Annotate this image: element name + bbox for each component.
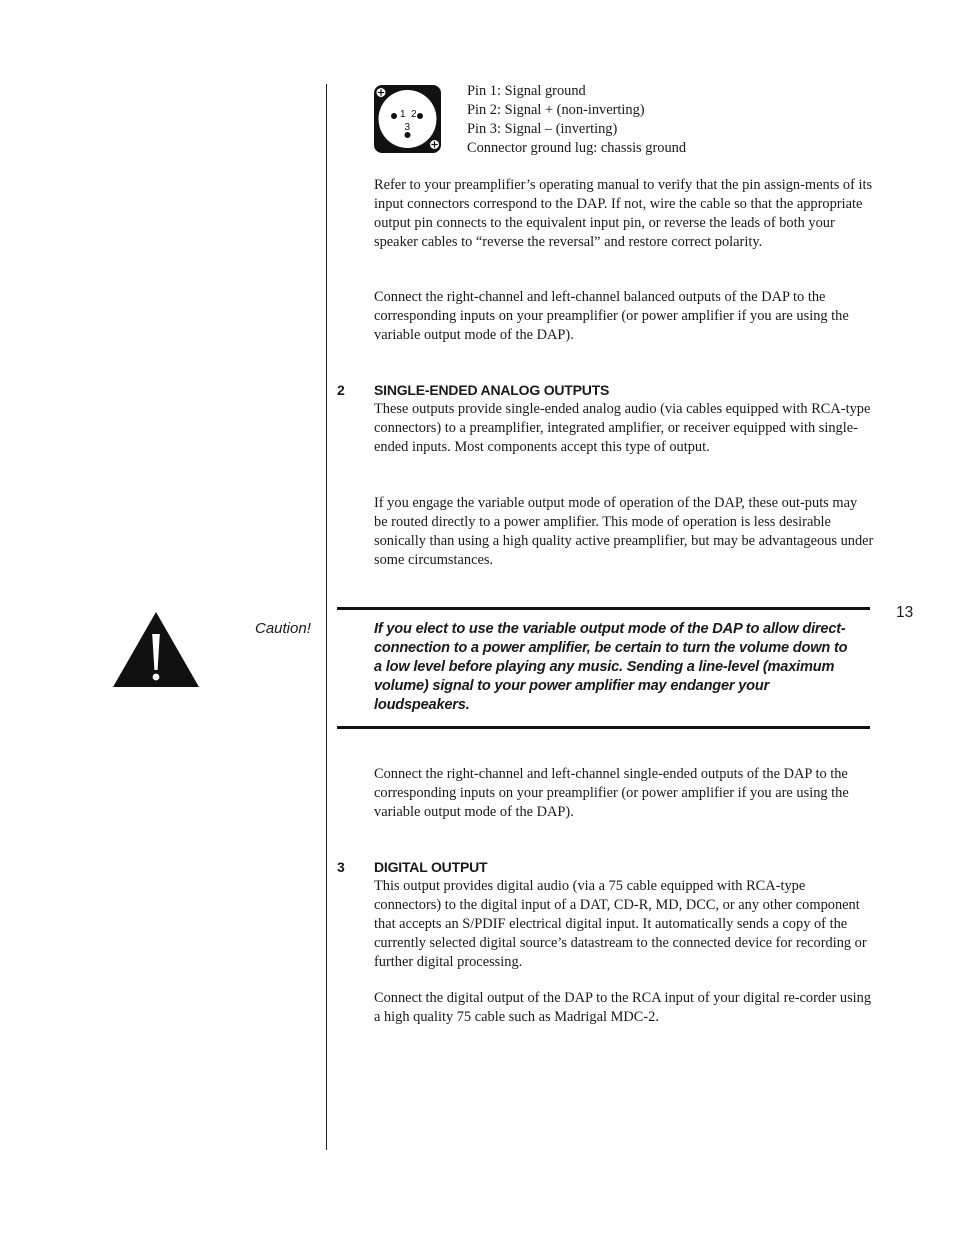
section-title: DIGITAL OUTPUT xyxy=(374,859,488,875)
pin-1-dot xyxy=(391,113,397,119)
section-3-paragraph-2: Connect the digital output of the DAP to the RCA input of your digital re-corder using a high quality 75 cable such as Madrigal MDC-2. xyxy=(374,990,872,1025)
section-2-paragraph-2: If you engage the variable output mode of operation of the DAP, these out-puts may be routed directly to a power amplifier. This mode of operation is less desirable sonically than using a high quality active preamplifier, but may be advantageous under some circumstances. xyxy=(374,495,874,568)
pin-2-label: 2 xyxy=(411,109,417,120)
balanced-paragraph-2: Connect the right-channel and left-channel balanced outputs of the DAP to the corresponding inputs on your preamplifier (or power amplifier if you are using the variable output mode of the DAP). xyxy=(374,289,849,343)
caution-text: If you elect to use the variable output mode of the DAP to allow direct-connection to a power amplifier, be certain to turn the volume down to a low level before playing any music. Sending a line-level (maximum volume) signal to your power amplifier may endanger your loudspeakers. xyxy=(374,621,848,713)
pin-list xyxy=(467,82,767,158)
xlr-connector-icon xyxy=(373,84,443,156)
warning-triangle-icon xyxy=(112,612,200,688)
section-number: 3 xyxy=(337,859,345,875)
pin-1-label: 1 xyxy=(400,109,406,120)
section-2-paragraph-1: These outputs provide single-ended analog audio (via cables equipped with RCA-type connectors) to a preamplifier, integrated amplifier, or receiver equipped with single-ended inputs. Most components accept this type of output. xyxy=(374,401,871,455)
page-number: 13 xyxy=(896,604,914,621)
pin-2-dot xyxy=(417,113,423,119)
margin-rule xyxy=(326,84,327,1150)
section-3-paragraph-1: This output provides digital audio (via a 75 cable equipped with RCA-type connectors) to the digital input of a DAT, CD-R, MD, DCC, or any other component that accepts an S/PDIF electrical digital input. It automatically sends a copy of the currently selected digital source’s datastream to the connected device for recording or further digital processing. xyxy=(374,878,867,970)
caution-label: Caution! xyxy=(255,620,311,637)
pin-1-description: Pin 1: Signal ground xyxy=(467,83,586,99)
pin-3-label: 3 xyxy=(404,122,411,133)
caution-top-rule xyxy=(337,607,870,610)
pin-3-description: Pin 3: Signal – (inverting) xyxy=(467,120,618,137)
section-title: SINGLE-ENDED ANALOG OUTPUTS xyxy=(374,382,610,398)
section-number: 2 xyxy=(337,382,345,398)
caution-bottom-rule xyxy=(337,726,870,729)
pin-2-description: Pin 2: Signal + (non-inverting) xyxy=(467,101,645,118)
ground-lug-description: Connector ground lug: chassis ground xyxy=(467,139,687,156)
balanced-paragraph-1: Refer to your preamplifier’s operating manual to verify that the pin assign-ments of its input connectors correspond to the DAP. If not, wire the cable so that the appropriate output pin connects to the equivalent input pin, or reverse the leads of both your speaker cables to “reverse the reversal” and restore correct polarity. xyxy=(374,177,873,250)
single-ended-connect-paragraph: Connect the right-channel and left-channel single-ended outputs of the DAP to the corresponding inputs on your preamplifier (or power amplifier if you are using the variable output mode of the DAP). xyxy=(374,766,849,820)
